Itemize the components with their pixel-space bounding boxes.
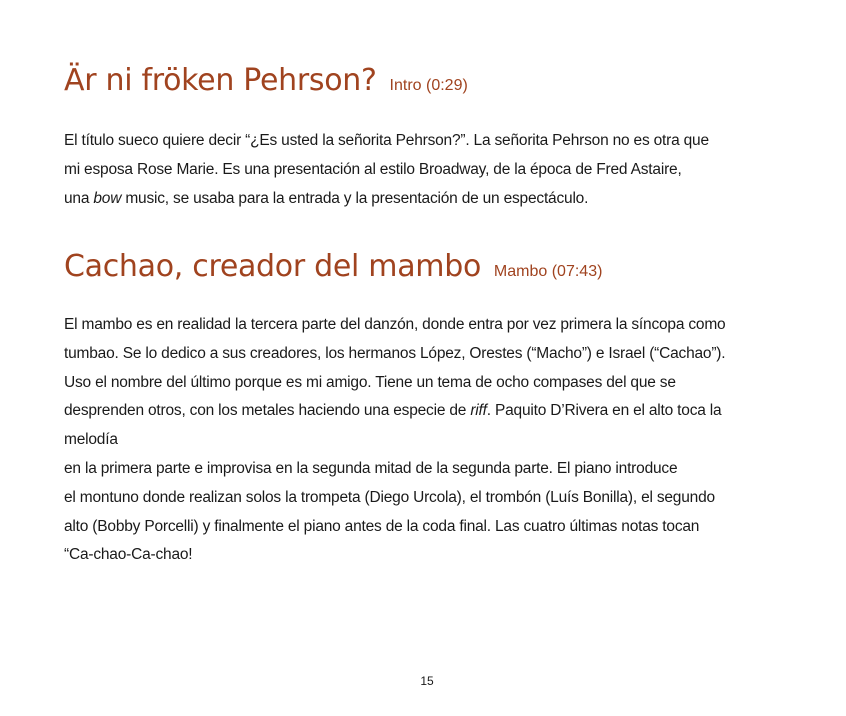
section-heading	[64, 246, 794, 285]
body-line: tumbao. Se lo dedico a sus creadores, los hermanos López, Orestes (“Macho”) e Israel (“Cachao”).	[64, 344, 726, 362]
body-line: El título sueco quiere decir “¿Es usted la señorita Pehrson?”. La señorita Pehrson no es otra que	[64, 132, 709, 149]
track-subtitle: Mambo (07:43)	[493, 263, 603, 280]
section-mambo	[64, 246, 794, 570]
body-line: alto (Bobby Porcelli) y finalmente el piano antes de la coda final. Las cuatro últimas notas tocan	[64, 517, 700, 535]
body-line: El mambo es en realidad la tercera parte del danzón, donde entra por vez primera la síncopa como	[64, 316, 726, 333]
body-line: “Ca-chao-Ca-chao!	[64, 546, 193, 564]
track-subtitle: Intro (0:29)	[389, 77, 468, 94]
section-heading	[64, 60, 794, 99]
section-body	[64, 311, 794, 570]
body-line: melodía	[64, 431, 118, 449]
body-line: Uso el nombre del último porque es mi amigo. Tiene un tema de ocho compases del que se	[64, 373, 676, 391]
emphasis-text: bow	[93, 189, 122, 207]
body-line: desprenden otros, con los metales haciendo una especie de riff. Paquito D’Rivera en el alto toca la	[64, 402, 722, 420]
body-line: el montuno donde realizan solos la trompeta (Diego Urcola), el trombón (Luís Bonilla), el segundo	[64, 488, 715, 506]
body-line: mi esposa Rose Marie. Es una presentación al estilo Broadway, de la época de Fred Astaire,	[64, 160, 682, 178]
section-body	[64, 127, 794, 213]
section-title: Är ni fröken Pehrson?	[64, 63, 377, 98]
body-line: en la primera parte e improvisa en la segunda mitad de la segunda parte. El piano introduce	[64, 459, 678, 477]
section-title: Cachao, creador del mambo	[64, 249, 482, 284]
section-intro	[64, 60, 794, 213]
emphasis-text: riff	[470, 402, 487, 420]
body-line: una bow music, se usaba para la entrada y la presentación de un espectáculo.	[64, 189, 589, 207]
page-number: 15	[420, 674, 434, 688]
